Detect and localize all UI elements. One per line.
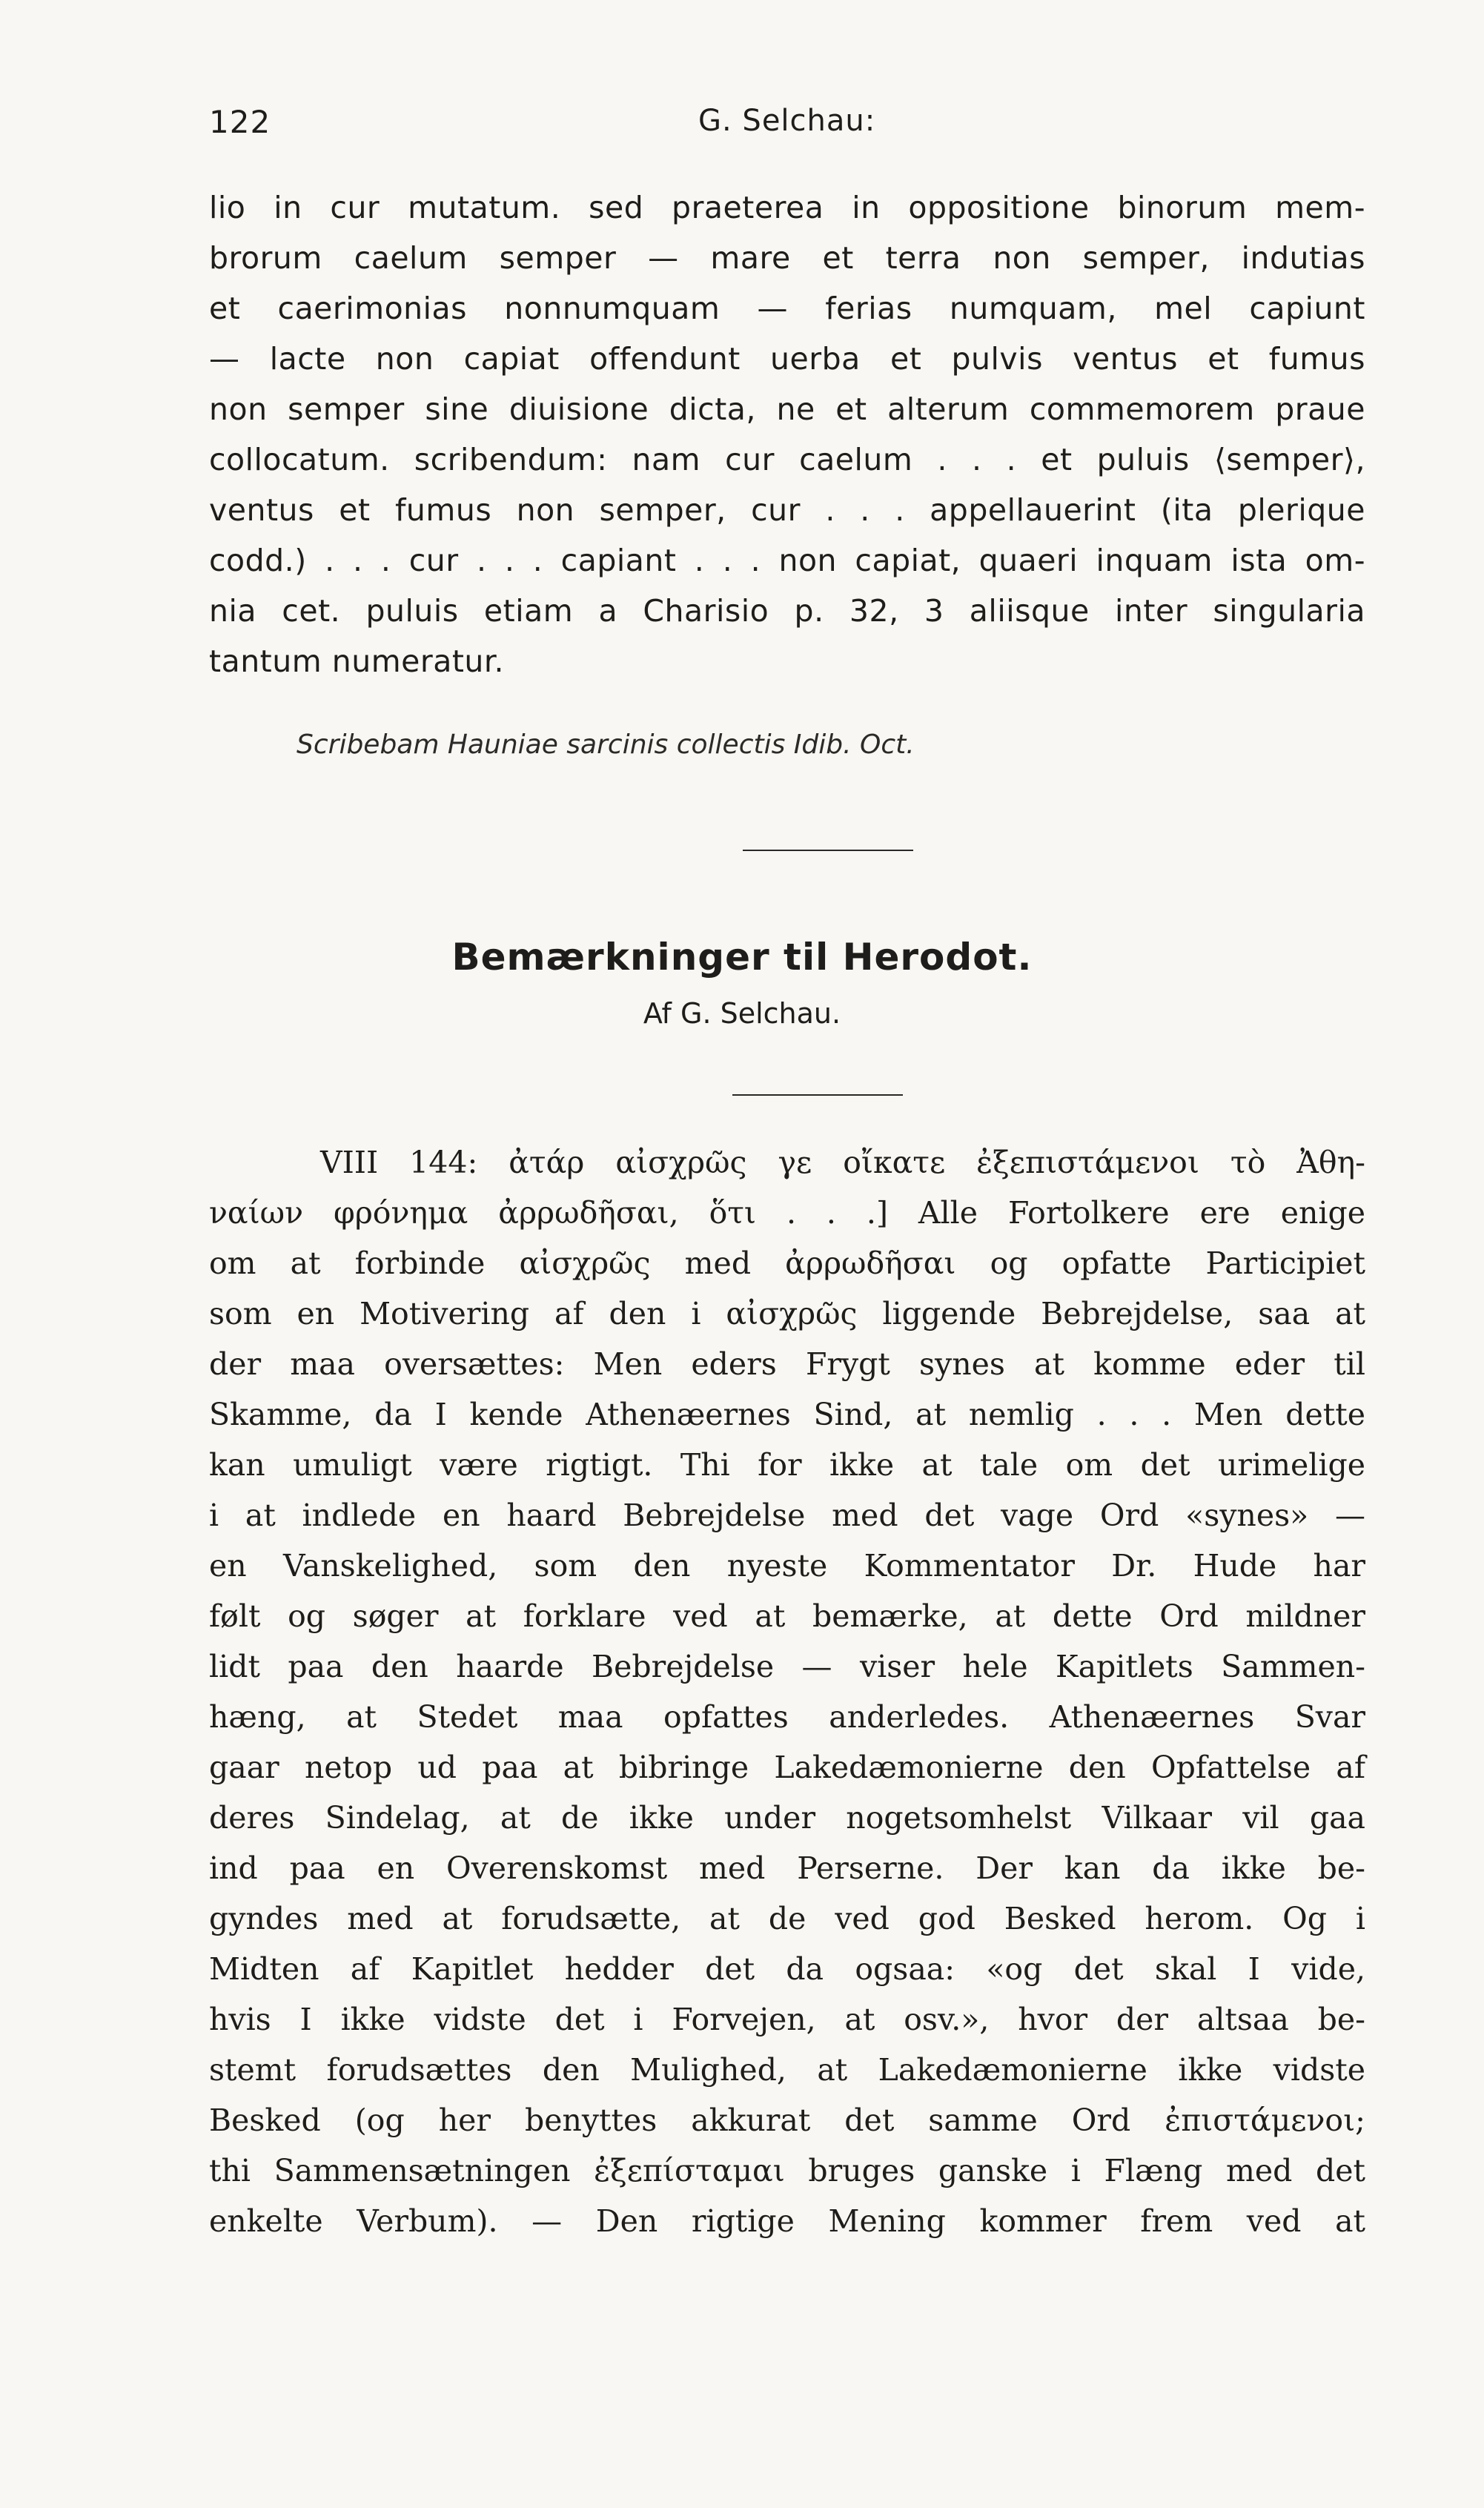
text-line: hæng, at Stedet maa opfattes anderledes. Athenæernes Svar [209,1699,1365,1735]
text-line: ναίων φρόνημα ἀρρωδῆσαι, ὅτι . . .] Alle Fortolkere ere enige [209,1195,1365,1231]
text-line: gaar netop ud paa at bibringe Lakedæmonierne den Opfattelse af [209,1750,1365,1785]
text-line: — lacte non capiat offendunt uerba et pulvis ventus et fumus [209,341,1365,377]
text-line: kan umuligt være rigtigt. Thi for ikke at tale om det urimelige [209,1447,1365,1483]
page-number: 122 [209,104,271,140]
article-title: Bemærkninger til Herodot. [451,936,1033,979]
signature-line: Scribebam Hauniae sarcinis collectis Idib. Oct. [297,729,915,760]
text-line: hvis I ikke vidste det i Forvejen, at osv.», hvor der altsaa be- [209,2002,1365,2037]
text-line: Besked (og her benyttes akkurat det samme Ord ἐπιστάμενοι; [209,2102,1365,2138]
text-line: lidt paa den haarde Bebrejdelse — viser hele Kapitlets Sammen- [209,1649,1365,1684]
text-line: Skamme, da I kende Athenæernes Sind, at nemlig . . . Men dette [209,1397,1365,1432]
text-line: lio in cur mutatum. sed praeterea in oppositione binorum mem- [209,190,1365,225]
text-line: codd.) . . . cur . . . capiant . . . non capiat, quaeri inquam ista om- [209,543,1365,578]
text-line: collocatum. scribendum: nam cur caelum . . . et puluis ⟨semper⟩, [209,442,1365,477]
text-line: om at forbinde αἰσχρῶς med ἀρρωδῆσαι og opfatte Participiet [209,1245,1365,1281]
text-line: følt og søger at forklare ved at bemærke, at dette Ord mildner [209,1598,1365,1634]
text-line: i at indlede en haard Bebrejdelse med det vage Ord «synes» — [209,1498,1365,1533]
article-body [209,1137,1365,2246]
page-header [209,104,1365,148]
text-line: thi Sammensætningen ἐξεπίσταμαι bruges ganske i Flæng med det [209,2153,1365,2188]
text-line: non semper sine diuisione dicta, ne et alterum commemorem praue [209,391,1365,427]
text-line: en Vanskelighed, som den nyeste Kommentator Dr. Hude har [209,1548,1365,1584]
text-line: enkelte Verbum). — Den rigtige Mening kommer frem ved at [209,2203,1365,2239]
text-line: brorum caelum semper — mare et terra non semper, indutias [209,240,1365,276]
text-line: ind paa en Overenskomst med Perserne. Der kan da ikke be- [209,1850,1365,1886]
latin-note [209,182,1365,686]
text-line: VIII 144: ἀτάρ αἰσχρῶς γε οἴκατε ἐξεπιστάμενοι τὸ Ἀθη- [320,1145,1365,1180]
running-head: G. Selchau: [698,104,876,138]
text-line: stemt forudsættes den Mulighed, at Lakedæmonierne ikke vidste [209,2052,1365,2088]
text-line: som en Motivering af den i αἰσχρῶς liggende Bebrejdelse, saa at [209,1296,1365,1331]
text-line: tantum numeratur. [209,643,505,679]
text-line: ventus et fumus non semper, cur . . . appellauerint (ita plerique [209,492,1365,528]
text-line: deres Sindelag, at de ikke under nogetsomhelst Vilkaar vil gaa [209,1800,1365,1836]
text-line: nia cet. puluis etiam a Charisio p. 32, 3 aliisque inter singularia [209,593,1365,629]
text-line: gyndes med at forudsætte, at de ved god Besked herom. Og i [209,1901,1365,1936]
text-line: der maa oversættes: Men eders Frygt synes at komme eder til [209,1346,1365,1382]
text-line: et caerimonias nonnumquam — ferias numquam, mel capiunt [209,291,1365,326]
text-line: Midten af Kapitlet hedder det da ogsaa: «og det skal I vide, [209,1951,1365,1987]
article-byline: Af G. Selchau. [643,997,841,1030]
divider-rule [732,1094,903,1096]
divider-rule [743,850,913,851]
